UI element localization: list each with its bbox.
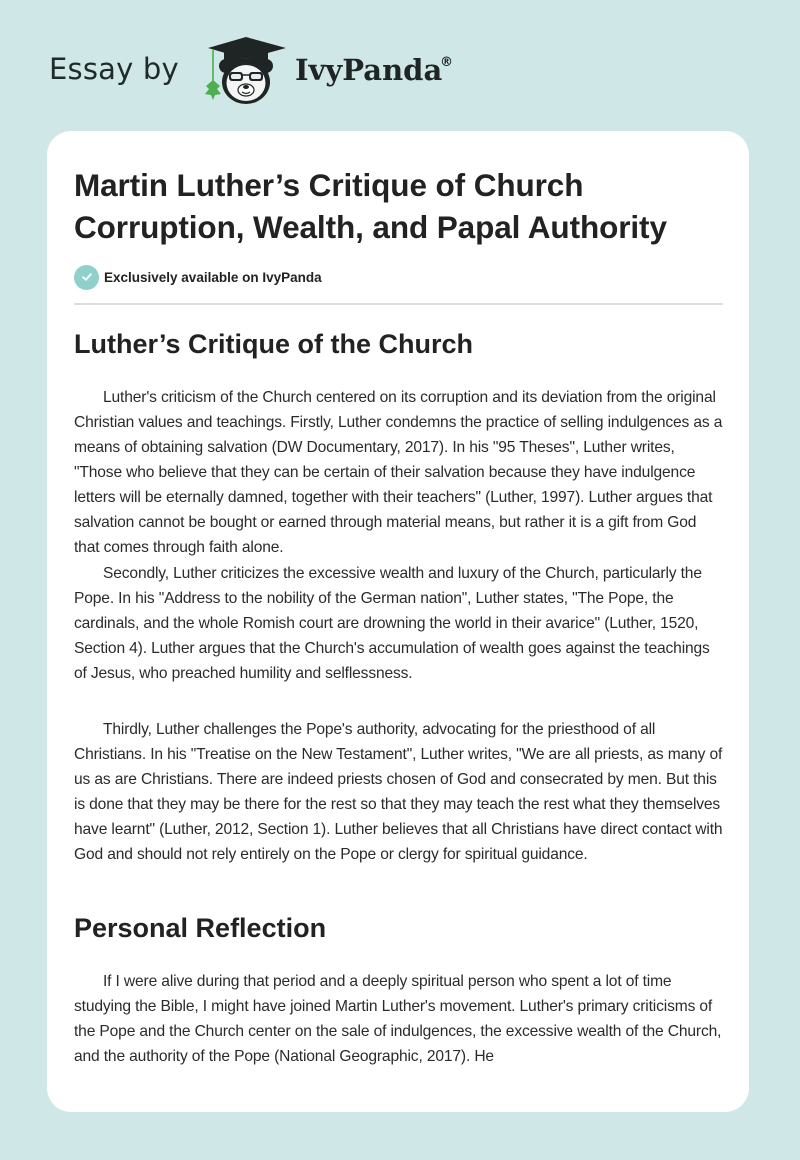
title-divider <box>74 303 723 305</box>
check-circle-icon <box>74 265 99 290</box>
paragraph-critique-2: Secondly, Luther criticizes the excessive wealth and luxury of the Church, particularly the Pope. In his "Address to the nobility of the German nation", Luther states, "The Pope, the cardinals, and the whole Romish court are drowning the world in their avarice" (Luther, 1520, Section 4). Luther argues that the Church's accumulation of wealth goes against the teachings of Jesus, who preached humility and selflessness. <box>74 565 710 682</box>
paragraph-reflection-1: If I were alive during that period and a deeply spiritual person who spent a lot of time studying the Bible, I might have joined Martin Luther's movement. Luther's primary criticisms of the Pope and the Church center on the sale of indulgences, the excessive wealth of the Church, and the authority of the Pope (National Geographic, 2017). He <box>74 973 722 1065</box>
section-heading-reflection: Personal Reflection <box>74 913 327 943</box>
panda-graduation-cap-logo-icon[interactable] <box>200 34 292 108</box>
brand-header <box>0 0 800 130</box>
registered-mark: ® <box>440 55 453 70</box>
essay-title: Martin Luther’s Critique of Church Corruption, Wealth, and Papal Authority <box>74 167 667 245</box>
exclusive-label: Exclusively available on IvyPanda <box>104 269 322 285</box>
paragraph-critique-3: Thirdly, Luther challenges the Pope's authority, advocating for the priesthood of all Christians. In his "Treatise on the New Testament", Luther writes, "We are all priests, as many of us as are Christians. There are indeed priests chosen of God and consecrated by men. But this is done that they may be there for the rest so that they may teach the rest what they themselves have learnt" (Luther, 2012, Section 1). Luther believes that all Christians have direct contact with God and should not rely entirely on the Pope or clergy for spiritual guidance. <box>74 721 723 863</box>
section-heading-critique: Luther’s Critique of the Church <box>74 329 474 359</box>
paragraph-critique-1: Luther's criticism of the Church centered on its corruption and its deviation from the original Christian values and teachings. Firstly, Luther condemns the practice of selling indulgences as a means of obtaining salvation (DW Documentary, 2017). In his "95 Theses", Luther writes, "Those who believe that they can be certain of their salvation because they have indulgence letters will be eternally damned, together with their teachers" (Luther, 1997). Luther argues that salvation cannot be bought or earned through material means, but rather it is a gift from God that comes through faith alone. <box>74 389 723 556</box>
brand-name[interactable]: IvyPanda <box>295 53 443 87</box>
exclusive-badge <box>74 264 322 290</box>
essay-by-label: Essay by <box>49 52 179 86</box>
essay-card <box>47 131 749 1112</box>
